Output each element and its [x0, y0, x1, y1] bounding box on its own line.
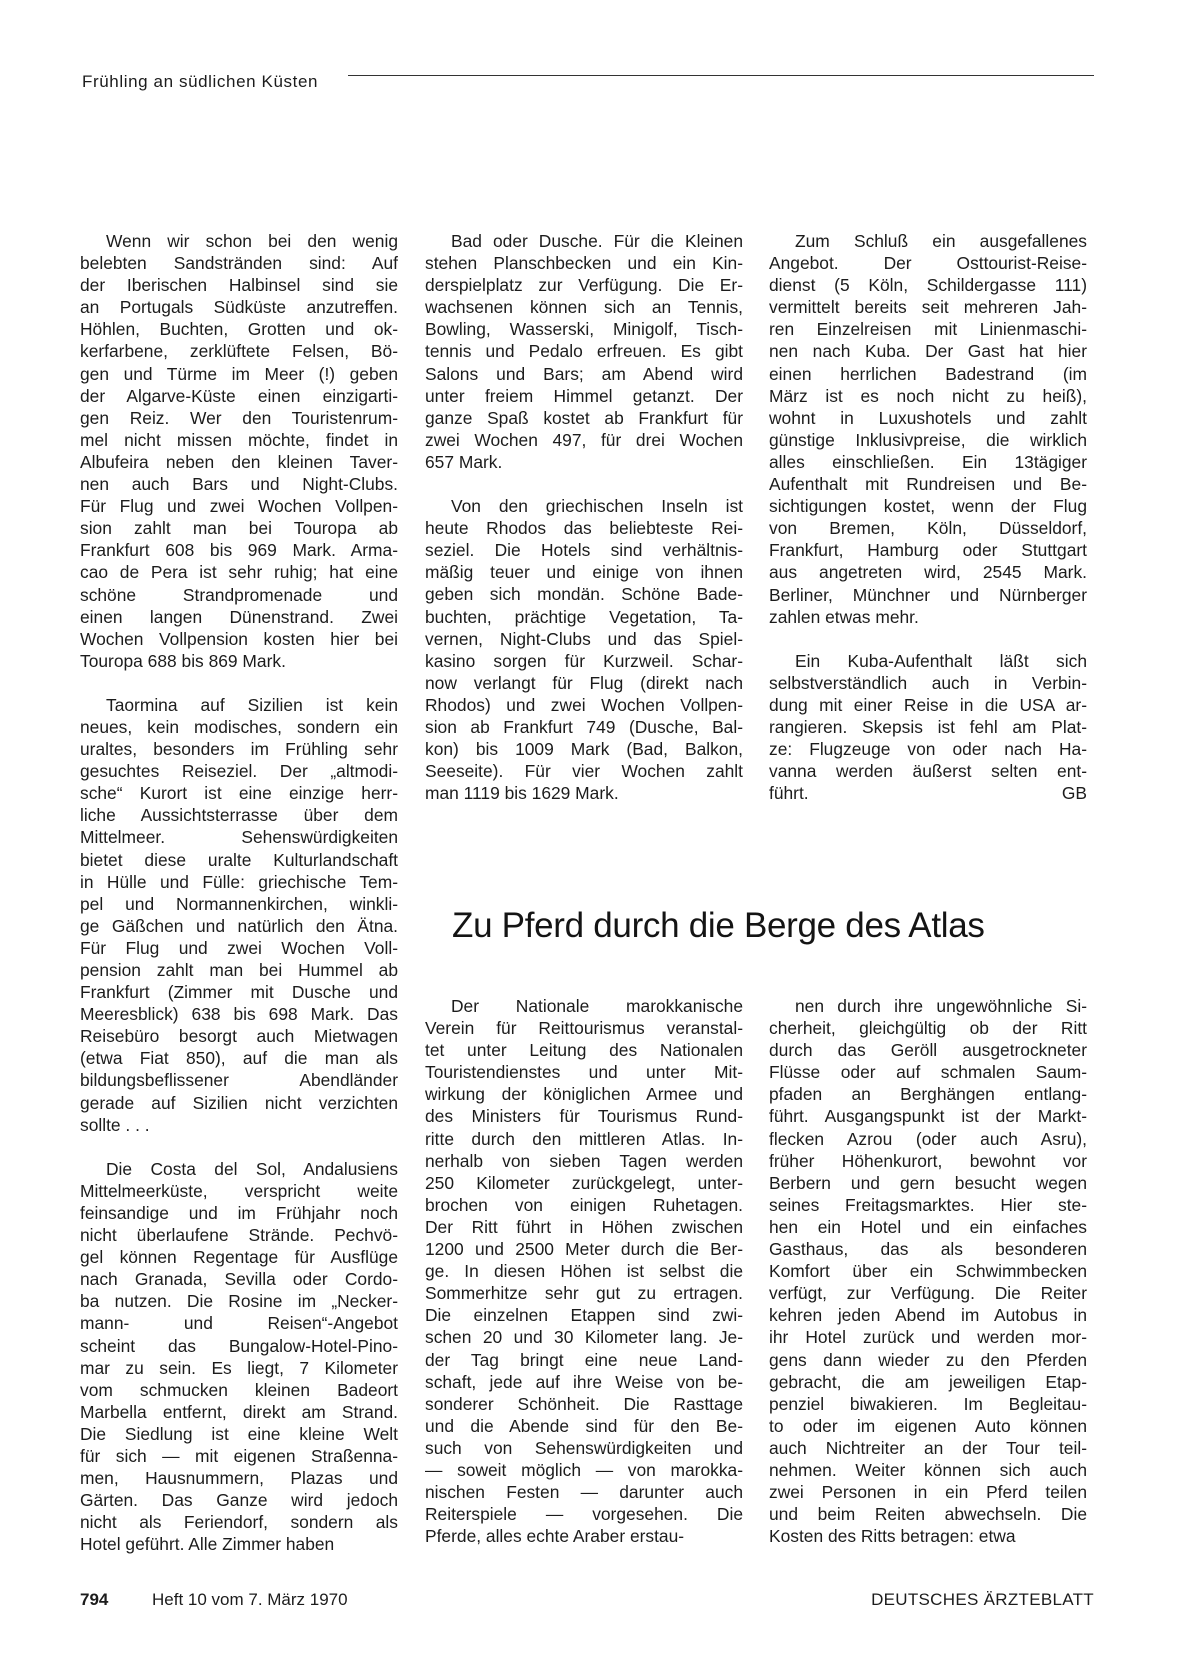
text-line: verfügt, zur Verfügung. Die Reiter [769, 1283, 1087, 1304]
text-line: ihr Hotel zurück und werden mor- [769, 1327, 1087, 1348]
text-line: schaft, jede auf ihre Weise von be- [425, 1371, 743, 1392]
text-line: Sommerhitze sehr gut zu ertragen. [425, 1283, 743, 1304]
text-line: nicht als Feriendorf, sondern als [80, 1512, 398, 1533]
text-line: Von den griechischen Inseln ist [451, 496, 743, 517]
text-column-middle-bottom [425, 995, 743, 1547]
text-line: ge Gäßchen und natürlich den Ätna. [80, 915, 398, 936]
text-line: belebten Sandstränden sind: Auf [80, 253, 398, 274]
paragraph [769, 995, 1087, 1547]
text-line: an Portugals Südküste anzutreffen. [80, 297, 398, 318]
text-line: Salons und Bars; am Abend wird [425, 363, 743, 384]
text-line: Touropa 688 bis 869 Mark. [80, 650, 286, 671]
text-line: zwei Wochen 497, für drei Wochen [425, 429, 743, 450]
text-line: Mittelmeer. Sehenswürdigkeiten [80, 827, 398, 848]
text-line: vernen, Night-Clubs und das Spiel- [425, 628, 743, 649]
text-line: buchten, prächtige Vegetation, Ta- [425, 606, 743, 627]
paragraph [425, 995, 743, 1547]
text-line: nischen Festen — darunter auch [425, 1482, 743, 1503]
text-line: Komfort über ein Schwimmbecken [769, 1261, 1087, 1282]
text-line: ba nutzen. Die Rosine im „Necker- [80, 1291, 398, 1312]
text-line: nach Granada, Sevilla oder Cordo- [80, 1269, 398, 1290]
paragraph [425, 495, 743, 804]
text-line: sche“ Kurort ist eine einzige herr- [80, 783, 398, 804]
paragraph [425, 230, 743, 473]
journal-name: DEUTSCHES ÄRZTEBLATT [871, 1590, 1094, 1609]
text-line: in Hülle und Fülle: griechische Tem- [80, 871, 398, 892]
text-line: vermittelt bereits seit mehreren Jah- [769, 297, 1087, 318]
running-header [82, 72, 1094, 96]
text-line: durch das Geröll ausgetrockneter [769, 1040, 1087, 1061]
header-rule [348, 75, 1094, 76]
text-line: der Iberischen Halbinsel sind sie [80, 275, 398, 296]
paragraph [80, 230, 398, 672]
page-footer [80, 1590, 1094, 1616]
text-line: kasino sorgen für Kurzweil. Schar- [425, 650, 743, 671]
text-line: Die einzelnen Etappen sind zwi- [425, 1305, 743, 1326]
text-line: und beim Reiten abwechseln. Die [769, 1504, 1087, 1525]
text-line: flecken Azrou (oder auch Asru), [769, 1128, 1087, 1149]
paragraph [80, 1158, 398, 1556]
text-line: ritte durch den mittleren Atlas. In- [425, 1128, 743, 1149]
text-line: Reiterspiele — vorgesehen. Die [425, 1504, 743, 1525]
text-line: kerfarbene, zerklüftete Felsen, Bö- [80, 341, 398, 362]
text-line: von Bremen, Köln, Düsseldorf, [769, 518, 1087, 539]
text-line: alles einschließen. Ein 13tägiger [769, 451, 1087, 472]
text-line: cao de Pera ist sehr ruhig; hat eine [80, 562, 398, 583]
paragraph-gap [80, 1136, 398, 1158]
text-line: wohnt in Luxushotels und zahlt [769, 407, 1087, 428]
text-line: dienst (5 Köln, Schildergasse 111) [769, 275, 1087, 296]
text-line: (etwa Fiat 850), auf die man als [80, 1048, 398, 1069]
text-line: liche Aussichtsterrasse über dem [80, 805, 398, 826]
text-line: mar zu sein. Es liegt, 7 Kilometer [80, 1357, 398, 1378]
text-line: gerade auf Sizilien nicht verzichten [80, 1092, 398, 1113]
text-line: Rhodos) und zwei Wochen Vollpen- [425, 694, 743, 715]
text-line: sollte . . . [80, 1114, 150, 1135]
section-title: Frühling an südlichen Küsten [82, 72, 319, 91]
text-line: Wenn wir schon bei den wenig [106, 231, 398, 251]
text-line: now verlangt für Flug (direkt nach [425, 672, 743, 693]
text-line: führt. Ausgangspunkt ist der Markt- [769, 1106, 1087, 1127]
text-line: führt. GB [769, 783, 1087, 804]
text-column-left [80, 230, 398, 1555]
paragraph [80, 694, 398, 1136]
text-line: hen ein Hotel und ein einfaches [769, 1216, 1087, 1237]
text-line: gebracht, die am jeweiligen Etap- [769, 1371, 1087, 1392]
text-line: Meeresblick) 638 bis 698 Mark. Das [80, 1004, 398, 1025]
text-line: tennis und Pedalo erfreuen. Es gibt [425, 341, 743, 362]
text-line: Die Siedlung ist eine kleine Welt [80, 1423, 398, 1444]
text-line: gen und Türme im Meer (!) geben [80, 363, 398, 384]
text-line: Taormina auf Sizilien ist kein [106, 694, 398, 715]
text-line: und die Abende sind für den Be- [425, 1415, 743, 1436]
text-line: Albufeira neben den kleinen Taver- [80, 451, 398, 472]
text-line: nen nach Kuba. Der Gast hat hier [769, 341, 1087, 362]
text-line: sion ab Frankfurt 749 (Dusche, Bal- [425, 716, 743, 737]
text-line: such von Sehenswürdigkeiten und [425, 1437, 743, 1458]
text-line: Frankfurt, Hamburg oder Stuttgart [769, 540, 1087, 561]
text-line: Zum Schluß ein ausgefallenes [795, 231, 1087, 251]
text-line: sichtigungen kostet, wenn der Flug [769, 496, 1087, 517]
text-line: Für Flug und zwei Wochen Vollpen- [80, 496, 398, 517]
text-line: Die Costa del Sol, Andalusiens [106, 1158, 398, 1179]
text-line: einen herrlichen Badestrand (im [769, 363, 1087, 384]
text-line: Der Ritt führt in Höhen zwischen [425, 1216, 743, 1237]
text-line: einen langen Dünenstrand. Zwei [80, 606, 398, 627]
text-line: Pferde, alles echte Araber erstau- [425, 1526, 685, 1547]
text-line: Wochen Vollpension kosten hier bei [80, 628, 398, 649]
text-line: Frankfurt (Zimmer mit Dusche und [80, 982, 398, 1003]
text-line: Berliner, Münchner und Nürnberger [769, 584, 1087, 605]
text-line: Gasthaus, das als besonderen [769, 1239, 1087, 1260]
text-line: man 1119 bis 1629 Mark. [425, 783, 619, 804]
text-line: günstige Inklusivpreise, die wirklich [769, 429, 1087, 450]
text-line: Aufenthalt mit Rundreisen und Be- [769, 474, 1087, 495]
text-line: dung mit einer Reise in die USA ar- [769, 694, 1087, 715]
text-line: zahlen etwas mehr. [769, 606, 919, 627]
text-line: unter freiem Himmel getanzt. Der [425, 385, 743, 406]
text-line: früher Höhenkurort, bewohnt vor [769, 1150, 1087, 1171]
text-line: pension zahlt man bei Hummel ab [80, 960, 398, 980]
text-line: stehen Planschbecken und ein Kin- [425, 253, 743, 274]
text-line: Verein für Reittourismus veranstal- [425, 1018, 743, 1039]
text-line: Bowling, Wasserski, Minigolf, Tisch- [425, 319, 743, 340]
text-line: ren Einzelreisen mit Linienmaschi- [769, 319, 1087, 340]
text-line: neues, kein modisches, sondern ein [80, 716, 398, 737]
text-line: kehren jeden Abend im Autobus in [769, 1305, 1087, 1326]
text-line: seziel. Die Hotels sind verhältnis- [425, 540, 743, 561]
text-line: Bad oder Dusche. Für die Kleinen [451, 231, 743, 251]
paragraph [769, 650, 1087, 805]
text-line: brochen von einigen Ruhetagen. [425, 1194, 743, 1215]
text-line: kon) bis 1009 Mark (Bad, Balkon, [425, 739, 743, 760]
text-line: nicht überlaufene Strände. Pechvö- [80, 1225, 398, 1246]
text-line: mäßig teuer und einige von ihnen [425, 562, 743, 583]
text-line: to oder im eigenen Auto können [769, 1415, 1087, 1436]
text-line: seines Freitagsmarktes. Hier ste- [769, 1194, 1087, 1215]
text-line: nehmen. Weiter können sich auch [769, 1459, 1087, 1480]
text-line: der Algarve-Küste einen einzigarti- [80, 385, 398, 406]
text-line: Für Flug und zwei Wochen Voll- [80, 937, 398, 958]
text-line: Höhlen, Buchten, Grotten und ok- [80, 319, 398, 340]
paragraph-gap [425, 473, 743, 495]
text-line: Seeseite). Für vier Wochen zahlt [425, 761, 743, 782]
text-line: ze: Flugzeuge von oder nach Ha- [769, 739, 1087, 760]
text-line: zwei Personen in ein Pferd teilen [769, 1482, 1087, 1503]
text-line: Reisebüro besorgt auch Mietwagen [80, 1026, 398, 1047]
text-line: Gärten. Das Ganze wird jedoch [80, 1490, 398, 1511]
text-line: für sich — mit eigenen Straßenna- [80, 1445, 398, 1466]
text-column-right-bottom [769, 995, 1087, 1547]
text-line: mel nicht missen möchte, findet in [80, 429, 398, 450]
paragraph-gap [80, 672, 398, 694]
text-line: nen auch Bars und Night-Clubs. [80, 474, 398, 495]
text-line: Hotel geführt. Alle Zimmer haben [80, 1534, 335, 1555]
text-line: wirkung der königlichen Armee und [425, 1084, 743, 1105]
text-line: scheint das Bungalow-Hotel-Pino- [80, 1335, 398, 1356]
text-line: derspielplatz zur Verfügung. Die Er- [425, 275, 743, 296]
text-line: ge. In diesen Höhen ist selbst die [425, 1261, 743, 1282]
text-line: Ein Kuba-Aufenthalt läßt sich [795, 650, 1087, 671]
text-line: pfaden an Berghängen entlang- [769, 1084, 1087, 1105]
text-line: der Tag bringt eine neue Land- [425, 1349, 743, 1370]
text-line: uraltes, besonders im Frühling sehr [80, 739, 398, 760]
text-line: nen durch ihre ungewöhnliche Si- [795, 996, 1087, 1016]
text-line: feinsandige und im Frühjahr noch [80, 1202, 398, 1223]
text-column-middle-top [425, 230, 743, 804]
text-line: 657 Mark. [425, 451, 503, 472]
text-line: pel und Normannenkirchen, winkli- [80, 893, 398, 914]
page-number: 794 [80, 1590, 109, 1609]
text-line: cherheit, gleichgültig ob der Ritt [769, 1018, 1087, 1039]
text-line: heute Rhodos das beliebteste Rei- [425, 518, 743, 539]
text-line: penziel biwakieren. Im Begleitau- [769, 1393, 1087, 1414]
article-headline: Zu Pferd durch die Berge des Atlas [452, 906, 985, 945]
text-line: ganze Spaß kostet ab Frankfurt für [425, 407, 743, 428]
text-line: bietet diese uralte Kulturlandschaft [80, 849, 398, 870]
text-line: Der Nationale marokkanische [451, 996, 743, 1016]
text-line: sion zahlt man bei Touropa ab [80, 518, 398, 539]
text-line: Flüsse oder auf schmalen Saum- [769, 1062, 1087, 1083]
text-line: Mittelmeerküste, verspricht weite [80, 1180, 398, 1201]
text-line: vom schmucken kleinen Badeort [80, 1379, 398, 1400]
text-line: Angebot. Der Osttourist-Reise- [769, 253, 1087, 274]
issue-info: Heft 10 vom 7. März 1970 [152, 1590, 348, 1609]
text-line: gen Reiz. Wer den Touristenrum- [80, 407, 398, 428]
paragraph-gap [769, 628, 1087, 650]
text-line: bildungsbeflissener Abendländer [80, 1070, 398, 1091]
text-line: rangieren. Skepsis ist fehl am Plat- [769, 716, 1087, 737]
text-line: Marbella entfernt, direkt am Strand. [80, 1401, 398, 1422]
text-line: 250 Kilometer zurückgelegt, unter- [425, 1172, 743, 1193]
text-line: gel können Regentage für Ausflüge [80, 1247, 398, 1268]
text-line: selbstverständlich auch in Verbin- [769, 672, 1087, 693]
text-line: nerhalb von sieben Tagen werden [425, 1150, 743, 1171]
text-line: sonderer Schönheit. Die Rasttage [425, 1393, 743, 1414]
text-line: schen 20 und 30 Kilometer lang. Je- [425, 1327, 743, 1348]
text-line: auch Nichtreiter an der Tour teil- [769, 1437, 1087, 1458]
text-line: schöne Strandpromenade und [80, 584, 398, 605]
text-column-right-top [769, 230, 1087, 804]
text-line: Touristendienstes und unter Mit- [425, 1062, 743, 1083]
text-line: März ist es noch nicht zu heiß), [769, 385, 1087, 406]
text-line: vanna werden äußerst selten ent- [769, 761, 1087, 782]
text-line: gens dann wieder zu den Pferden [769, 1349, 1087, 1370]
text-line: tet unter Leitung des Nationalen [425, 1040, 743, 1061]
text-line: des Ministers für Tourismus Rund- [425, 1106, 743, 1127]
text-line: men, Hausnummern, Plazas und [80, 1468, 398, 1489]
text-line: Kosten des Ritts betragen: etwa [769, 1526, 1016, 1547]
text-line: 1200 und 2500 Meter durch die Ber- [425, 1239, 743, 1260]
text-line: geben sich mondän. Schöne Bade- [425, 584, 743, 605]
text-line: Berbern und gern besucht wegen [769, 1172, 1087, 1193]
text-line: Frankfurt 608 bis 969 Mark. Arma- [80, 540, 398, 561]
text-line: gesuchtes Reiseziel. Der „altmodi- [80, 761, 398, 782]
paragraph [769, 230, 1087, 628]
text-line: — soweit möglich — von marokka- [425, 1459, 743, 1480]
text-line: mann- und Reisen“-Angebot [80, 1313, 398, 1334]
text-line: aus angetreten wird, 2545 Mark. [769, 562, 1087, 583]
text-line: wachsenen können sich an Tennis, [425, 297, 743, 318]
